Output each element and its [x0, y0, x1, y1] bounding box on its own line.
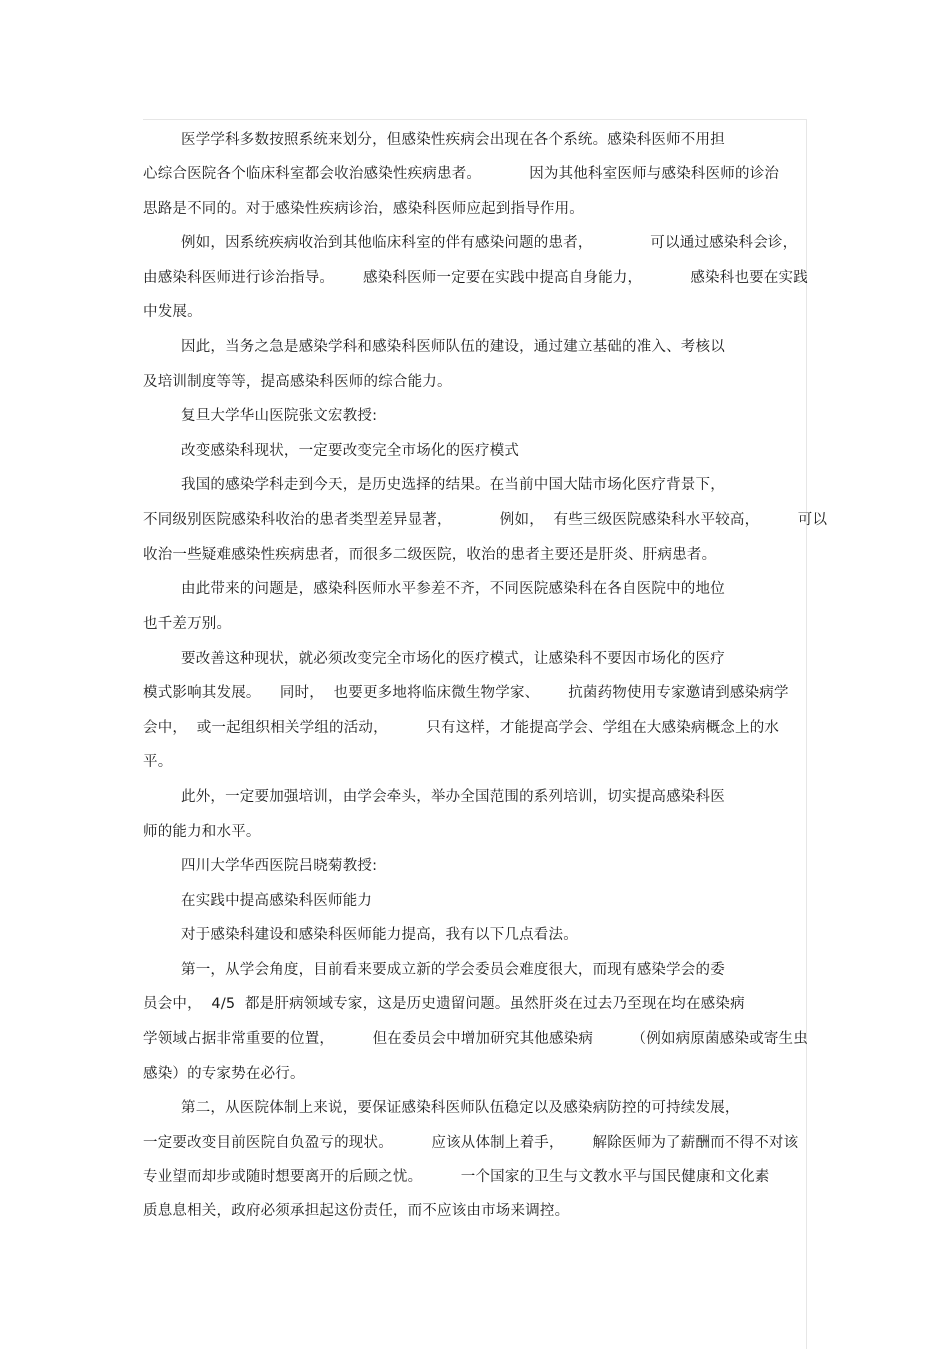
text-line: 感染）的专家势在必行。: [143, 1066, 305, 1082]
text-line: 及培训制度等等，提高感染科医师的综合能力。: [143, 374, 452, 390]
text-line: 会中， 或一起组织相关学组的活动， 只有这样，才能提高学会、学组在大感染病概念上的水: [143, 720, 780, 736]
text-line: 也千差万别。: [143, 616, 232, 632]
text-line: 第二，从医院体制上来说，要保证感染科医师队伍稳定以及感染病防控的可持续发展，: [181, 1100, 740, 1116]
text-line: 对于感染科建设和感染科医师能力提高，我有以下几点看法。: [181, 927, 578, 943]
text-line: 一定要改变目前医院自负盈亏的现状。 应该从体制上着手， 解除医师为了薪酬而不得不对该: [143, 1135, 799, 1151]
text-line: 员会中， 4/5 都是肝病领域专家，这是历史遗留问题。虽然肝炎在过去乃至现在均在感染病: [143, 996, 745, 1012]
text-line: 专业望而却步或随时想要离开的后顾之忧。 一个国家的卫生与文教水平与国民健康和文化素: [143, 1169, 770, 1185]
text-line: 质息息相关，政府必须承担起这份责任，而不应该由市场来调控。: [143, 1203, 570, 1219]
text-line: 第一，从学会角度，目前看来要成立新的学会委员会难度很大，而现有感染学会的委: [181, 962, 725, 978]
text-line: 师的能力和水平。: [143, 824, 261, 840]
text-line: 中发展。: [143, 304, 202, 320]
section-subtitle: 在实践中提高感染科医师能力: [181, 893, 373, 909]
text-line: 此外，一定要加强培训，由学会牵头，举办全国范围的系列培训，切实提高感染科医: [181, 789, 725, 805]
text-line: 医学学科多数按照系统来划分，但感染性疾病会出现在各个系统。感染科医师不用担: [181, 132, 725, 148]
text-line: 不同级别医院感染科收治的患者类型差异显著， 例如， 有些三级医院感染科水平较高， 可以: [143, 512, 828, 528]
text-line: 思路是不同的。对于感染性疾病诊治，感染科医师应起到指导作用。: [143, 201, 584, 217]
text-line: 收治一些疑难感染性疾病患者，而很多二级医院，收治的患者主要还是肝炎、肝病患者。: [143, 547, 717, 563]
text-line: 平。: [143, 754, 173, 770]
section-subtitle: 改变感染科现状，一定要改变完全市场化的医疗模式: [181, 443, 520, 459]
text-line: 我国的感染学科走到今天，是历史选择的结果。在当前中国大陆市场化医疗背景下，: [181, 477, 725, 493]
text-line: 学领域占据非常重要的位置， 但在委员会中增加研究其他感染病 （例如病原菌感染或寄生虫: [143, 1031, 808, 1047]
section-heading: 四川大学华西医院吕晓菊教授:: [181, 858, 378, 874]
section-heading: 复旦大学华山医院张文宏教授:: [181, 408, 378, 424]
text-line: 心综合医院各个临床科室都会收治感染性疾病患者。 因为其他科室医师与感染科医师的诊治: [143, 166, 780, 182]
text-line: 因此，当务之急是感染学科和感染科医师队伍的建设，通过建立基础的准入、考核以: [181, 339, 725, 355]
text-line: 例如，因系统疾病收治到其他临床科室的伴有感染问题的患者， 可以通过感染科会诊，: [181, 235, 798, 251]
text-line: 由此带来的问题是，感染科医师水平参差不齐，不同医院感染科在各自医院中的地位: [181, 581, 725, 597]
page-frame: [143, 119, 828, 1349]
text-line: 要改善这种现状，就必须改变完全市场化的医疗模式，让感染科不要因市场化的医疗: [181, 651, 725, 667]
text-line: 模式影响其发展。 同时， 也要更多地将临床微生物学家、 抗菌药物使用专家邀请到感染病学: [143, 685, 789, 701]
text-line: 由感染科医师进行诊治指导。 感染科医师一定要在实践中提高自身能力， 感染科也要在实践: [143, 270, 808, 286]
